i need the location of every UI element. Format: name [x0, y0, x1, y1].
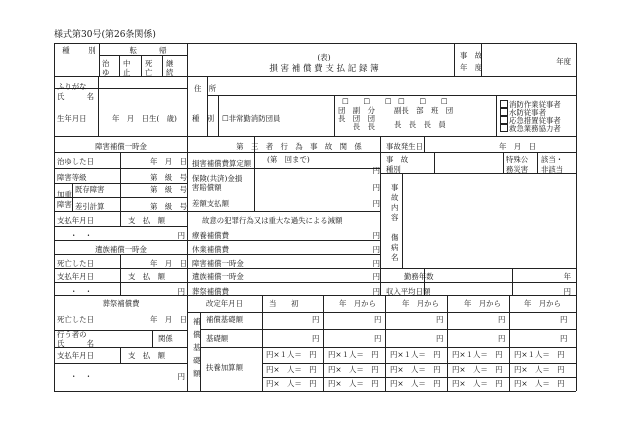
reduction-label: 故意の犯罪行為又は重大な過失による減額 — [202, 216, 343, 225]
funeral-death-value: 年 月 日 — [150, 315, 187, 324]
rank-row-7: 長 長 長 員 — [394, 120, 446, 129]
grid-line — [447, 295, 448, 391]
basic-amount-yen: 円 — [498, 334, 506, 343]
outcome-stopped: 中止 — [123, 59, 131, 77]
dependent-formula-row: 円×１人＝ 円 — [266, 350, 317, 359]
grid-line — [380, 136, 381, 295]
dependent-formula-row: 円×１人＝ 円 — [328, 350, 379, 359]
accident-content-label: 事故内容 — [391, 183, 399, 222]
accident-date-label: 事故発生日 — [386, 142, 423, 151]
existing-disability-value: 第 級 号 — [150, 185, 187, 194]
revision-col-3: 年 月から — [402, 299, 439, 308]
avg-income-label: 収入平均日額 — [386, 287, 431, 296]
outcome-continuing: 継続 — [166, 59, 174, 77]
revision-col-2: 年 月から — [339, 299, 376, 308]
dependent-formula-row: 円× 人＝ 円 — [452, 365, 503, 374]
grid-line — [72, 183, 73, 211]
grid-line — [385, 295, 386, 391]
survivor-pay-date-value: ・ ・ — [70, 287, 93, 296]
form-title: 損 害 補 償 費 支 払 記 録 簿 — [269, 64, 379, 74]
name-label: 氏 名 — [57, 92, 94, 101]
basic-amount-yen: 円 — [374, 334, 382, 343]
grid-line — [187, 312, 576, 313]
base-vertical-label: 補償基礎額 — [193, 317, 201, 378]
survivor-pay-amount-label: 支 払 額 — [128, 272, 165, 281]
dependent-formula-row: 円× 人＝ 円 — [328, 379, 379, 388]
grid-line — [141, 55, 142, 76]
service-years-unit: 年 — [563, 272, 571, 281]
rank-row-6: 副長 部 班 団 — [394, 106, 454, 115]
grid-line — [218, 95, 219, 136]
basic-amount-yen: 円 — [312, 334, 320, 343]
disability-pay-date-value: ・ ・ — [70, 231, 93, 240]
grid-line — [54, 152, 576, 153]
grid-line — [54, 43, 576, 44]
special-duty-label: 特殊公 — [506, 155, 529, 164]
grid-line — [200, 329, 576, 330]
funeral-pay-yen: 円 — [177, 372, 185, 381]
birth-value: 年 月 日生( 歳) — [112, 114, 177, 123]
pay-survivor-label: 遺族補償一時金 — [192, 272, 244, 281]
grid-line — [262, 377, 576, 378]
calc-amount-range: (第 回まで) — [267, 155, 310, 164]
revision-col-4: 年 月から — [464, 299, 501, 308]
disability-pay-date-label: 支払年月日 — [57, 216, 94, 225]
grid-line — [54, 268, 380, 269]
outcome-healed: 治ゆ — [102, 59, 110, 77]
grid-line — [162, 55, 163, 76]
comp-base-yen: 円 — [312, 315, 320, 324]
comp-base-yen: 円 — [498, 315, 506, 324]
grid-line — [187, 136, 188, 391]
special-duty-value: 該当・ — [541, 155, 564, 164]
grid-line — [99, 43, 100, 76]
survivor-pay-date-label: 支払年月日 — [57, 272, 94, 281]
comp-base-yen: 円 — [560, 315, 568, 324]
dependent-add-label: 扶養加算額 — [206, 363, 243, 372]
birth-label: 生年月日 — [57, 114, 87, 123]
grid-line — [424, 136, 425, 152]
accident-kind-label: 事 故 — [386, 155, 409, 164]
basic-amount-label: 基礎額 — [206, 334, 229, 343]
kind-label: 種 — [62, 46, 70, 55]
disability-pay-amount-label: 支 払 額 — [128, 216, 165, 225]
grid-line — [380, 282, 576, 283]
grid-line — [512, 268, 513, 295]
dependent-formula-row: 円× 人＝ 円 — [514, 379, 565, 388]
title-sub: (表) — [317, 53, 331, 62]
pay-disability-label: 障害補償一時金 — [192, 259, 244, 268]
grid-line — [54, 391, 576, 392]
revision-label: 改定年月日 — [206, 299, 243, 308]
grid-line — [54, 136, 576, 137]
grid-line — [434, 152, 435, 173]
grid-line — [54, 282, 380, 283]
third-party-header: 第 三 者 行 為 事 故 関 係 — [236, 142, 362, 151]
pay-absence-yen: 円 — [372, 245, 380, 254]
survivor-pay-yen: 円 — [177, 287, 185, 296]
grid-line — [454, 43, 455, 76]
funeral-relation-label: 関係 — [158, 334, 173, 343]
pay-survivor-yen: 円 — [372, 272, 380, 281]
survivor-lump-header: 遺族補償一時金 — [95, 245, 147, 254]
grid-line — [54, 363, 187, 364]
grid-line — [537, 152, 538, 173]
dependent-formula-row: 円×１人＝ 円 — [452, 350, 503, 359]
calc-amount-yen: 円 — [372, 166, 380, 175]
rank-row-2: 団 副 分 — [338, 106, 375, 115]
special-duty-value-2: 非該当 — [541, 165, 564, 174]
grid-line — [120, 254, 121, 295]
outcome-died: 死亡 — [145, 59, 153, 77]
grid-line — [262, 363, 576, 364]
pay-medical-yen: 円 — [372, 231, 380, 240]
healed-date-label: 治ゆした日 — [57, 157, 94, 166]
dependent-formula-row: 円× 人＝ 円 — [266, 365, 317, 374]
funeral-performer-name-label: 氏 名 — [57, 339, 94, 348]
insurance-label-2: 害賠償額 — [192, 183, 222, 192]
disability-lump-header: 障害補償一時金 — [95, 142, 147, 151]
grid-line — [120, 347, 121, 363]
dependent-formula-row: 円× 人＝ 円 — [514, 365, 565, 374]
basic-amount-yen: 円 — [560, 334, 568, 343]
category-rescue[interactable]: 救急業務協力者 — [500, 124, 561, 133]
disability-grade-label: 障害等級 — [57, 173, 87, 182]
funeral-pay-amount-label: 支 払 額 — [128, 351, 165, 360]
rank-checkboxes-1[interactable]: ☐ ☐ ☐ — [342, 97, 392, 106]
grid-line — [54, 168, 380, 169]
outcome-header: 転 帰 — [129, 46, 167, 55]
grid-line — [98, 76, 99, 136]
type-label: 種 別 — [192, 114, 215, 123]
rank-checkboxes-2[interactable]: ☐ ☐ ☐ — [398, 97, 448, 106]
dependent-formula-row: 円× 人＝ 円 — [328, 365, 379, 374]
special-duty-label-2: 務災害 — [506, 165, 529, 174]
grid-line — [402, 173, 403, 268]
existing-disability-label: 既存障害 — [75, 185, 105, 194]
kind-label-2: 別 — [88, 46, 96, 55]
grid-line — [54, 254, 380, 255]
grid-line — [576, 43, 577, 391]
dependent-formula-row: 円× 人＝ 円 — [390, 379, 441, 388]
dependent-formula-row: 円×１人＝ 円 — [390, 350, 441, 359]
grid-line — [99, 55, 187, 56]
accident-date-value: 年 月 日 — [499, 142, 536, 151]
grid-line — [54, 43, 55, 391]
dependent-formula-row: 円× 人＝ 円 — [452, 379, 503, 388]
rank-row-4: 長 長 — [338, 122, 375, 131]
form-number: 様式第30号(第26条関係) — [54, 30, 156, 40]
disability-grade-value: 第 級 号 — [150, 173, 187, 182]
grid-line — [503, 152, 504, 173]
grid-line — [207, 95, 576, 96]
pay-absence-label: 休業補償費 — [192, 245, 229, 254]
grid-line — [119, 55, 120, 76]
aggravated-label: 加重 — [57, 190, 72, 199]
type-volunteer-option[interactable]: ☐非常勤消防団員 — [222, 114, 281, 123]
rank-row-3: 長 団 団 — [338, 114, 375, 123]
difference-label: 差額支払額 — [192, 199, 229, 208]
grid-line — [54, 226, 187, 227]
pay-funeral-label: 葬祭補償費 — [192, 287, 229, 296]
funeral-death-label: 死亡した日 — [57, 315, 94, 324]
category-firefighting[interactable]: 消防作業従事者 — [500, 100, 561, 109]
revision-initial: 当 初 — [269, 299, 299, 308]
basic-amount-yen: 円 — [436, 334, 444, 343]
pay-medical-label: 療養補償費 — [192, 231, 229, 240]
grid-line — [54, 240, 380, 241]
grid-line — [187, 43, 188, 136]
dependent-formula-row: 円×１人＝ 円 — [514, 350, 565, 359]
funeral-header: 葬祭補償費 — [102, 299, 140, 308]
grid-line — [54, 295, 576, 296]
grid-line — [380, 268, 576, 269]
case-year-label-2: 年 度 — [460, 63, 483, 72]
avg-income-yen: 円 — [563, 287, 571, 296]
fiscal-year-unit: 年度 — [556, 57, 571, 66]
disability-pay-yen: 円 — [177, 231, 185, 240]
funeral-pay-date-value: ・ ・ — [70, 372, 93, 381]
difference-yen: 円 — [372, 199, 380, 208]
accident-kind-label-2: 種別 — [386, 165, 401, 174]
insurance-yen: 円 — [372, 183, 380, 192]
survivor-death-value: 年 月 日 — [150, 259, 187, 268]
grid-line — [323, 295, 324, 391]
case-year-label: 事 故 — [460, 51, 483, 60]
revision-col-5: 年 月から — [524, 299, 561, 308]
healed-date-value: 年 月 日 — [150, 157, 187, 166]
calc-amount-label: 損害補償費算定額 — [192, 159, 252, 168]
comp-base-yen: 円 — [374, 315, 382, 324]
aggravated-label-2: 障害 — [57, 200, 72, 209]
category-emergency[interactable]: 応急措置従事者 — [500, 116, 561, 125]
furigana-label: ふりがな — [57, 82, 87, 91]
grid-line — [152, 330, 153, 347]
comp-base-yen: 円 — [436, 315, 444, 324]
dependent-formula-row: 円× 人＝ 円 — [266, 379, 317, 388]
pay-funeral-yen: 円 — [372, 287, 380, 296]
survivor-death-label: 死亡した日 — [57, 259, 94, 268]
net-calc-value: 第 級 号 — [150, 202, 187, 211]
net-calc-label: 差引計算 — [75, 202, 105, 211]
payment-record-form — [54, 43, 577, 392]
insurance-label: 保険(共済)金損 — [192, 174, 243, 183]
service-years-label: 勤務年数 — [404, 272, 434, 281]
funeral-performer-label: 行う者の — [57, 330, 87, 339]
injury-label: 傷病名 — [391, 233, 399, 262]
grid-line — [54, 211, 380, 212]
grid-line — [496, 95, 497, 136]
address-label: 住 所 — [194, 84, 217, 93]
category-flood[interactable]: 水防従事者 — [500, 108, 546, 117]
funeral-pay-date-label: 支払年月日 — [57, 351, 94, 360]
grid-line — [334, 95, 335, 136]
dependent-formula-row: 円× 人＝ 円 — [390, 365, 441, 374]
grid-line — [120, 152, 121, 226]
grid-line — [509, 295, 510, 391]
pay-disability-yen: 円 — [372, 259, 380, 268]
comp-base-label: 補償基礎額 — [206, 315, 243, 324]
grid-line — [200, 347, 576, 348]
